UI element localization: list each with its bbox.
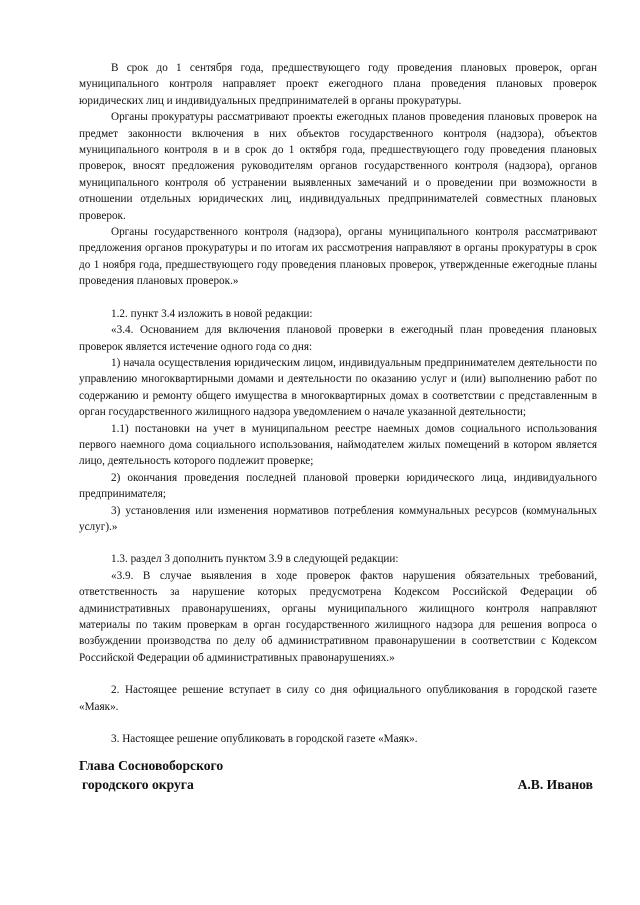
paragraph-item-1-1: 1.1) постановки на учет в муниципальном реестре наемных домов социального использования первого наемного дома социального использования, наймодателем жилых помещений в котором является лицо, деятельность которого подлежит проверке; <box>79 422 597 468</box>
paragraph-clause-3-9: «3.9. В случае выявления в ходе проверок фактов нарушения обязательных требований, ответственность за нарушение которых предусмотрена Кодексом Российской Федерации об административных правонарушениях, органы муниципального жилищного контроля направляют материалы по таким проверкам в орган государственного жилищного надзора для решения вопроса о возбуждении производства по делу об административном правонарушении в соответствии с Кодексом Российской Федерации об административных правонарушениях.» <box>79 569 597 664</box>
paragraph-item-2: 2) окончания проведения последней плановой проверки юридического лица, индивидуального предпринимателя; <box>79 471 597 501</box>
paragraph-clause-3-4: «3.4. Основанием для включения плановой проверки в ежегодный план проведения плановых проверок является истечение одного года со дня: <box>79 324 597 353</box>
paragraph-prosecutor-review: Органы прокуратуры рассматривают проекты ежегодных планов проведения плановых проверок на предмет законности включения в них объектов государственного контроля (надзора), объектов муниципального контроля в и в срок до 1 октября года, предшествующего году проведения плановых проверок, вносят предложения руководителям органов государственного контроля (надзора), органов муниципального контроля об устранении выявленных замечаний и о проведении при возможности в отношении отдельных юридических лиц, индивидуальных предпринимателей совместных плановых проверок. <box>79 111 597 222</box>
spacer <box>79 666 597 682</box>
paragraph-item-3: 3) установления или изменения нормативов потребления коммунальных ресурсов (коммунальных услуг).» <box>79 504 597 533</box>
paragraph-plan-deadline: В срок до 1 сентября года, предшествующего году проведения плановых проверок, орган муниципального контроля направляет проект ежегодного плана проведения плановых проверок юридических лиц и индивидуальных предпринимателей в органы прокуратуры. <box>79 62 597 107</box>
signatory-position-line-1: Глава Сосновоборского <box>79 758 224 773</box>
spacer <box>79 715 597 731</box>
signatory-position <box>79 756 223 794</box>
signatory-position-line-2: городского округа <box>82 777 194 792</box>
paragraph-item-1: 1) начала осуществления юридическим лицом, индивидуальным предпринимателем деятельности по управлению многоквартирными домами и деятельности по оказанию услуг и (или) выполнению работ по содержанию и ремонту общего имущества в многоквартирных домах в соответствии с представленным в орган государственного жилищного надзора уведомлением о начале указанной деятельности; <box>79 356 597 419</box>
document-body <box>79 60 597 747</box>
spacer <box>79 290 597 306</box>
paragraph-control-bodies: Органы государственного контроля (надзора), органы муниципального контроля рассматривают предложения органов прокуратуры и по итогам их рассмотрения направляют в органы прокуратуры в срок до 1 ноября года, предшествующего году проведения плановых проверок, утвержденные ежегодные планы проведения плановых проверок.» <box>79 226 597 288</box>
paragraph-amendment-1-2: 1.2. пункт 3.4 изложить в новой редакции: <box>111 307 313 320</box>
paragraph-publication: 3. Настоящее решение опубликовать в городской газете «Маяк». <box>111 733 418 746</box>
paragraph-effective-date: 2. Настоящее решение вступает в силу со дня официального опубликования в городской газете «Маяк». <box>79 684 597 713</box>
signatory-name: А.В. Иванов <box>517 777 593 792</box>
spacer <box>79 535 597 551</box>
paragraph-amendment-1-3: 1.3. раздел 3 дополнить пунктом 3.9 в следующей редакции: <box>111 553 399 566</box>
